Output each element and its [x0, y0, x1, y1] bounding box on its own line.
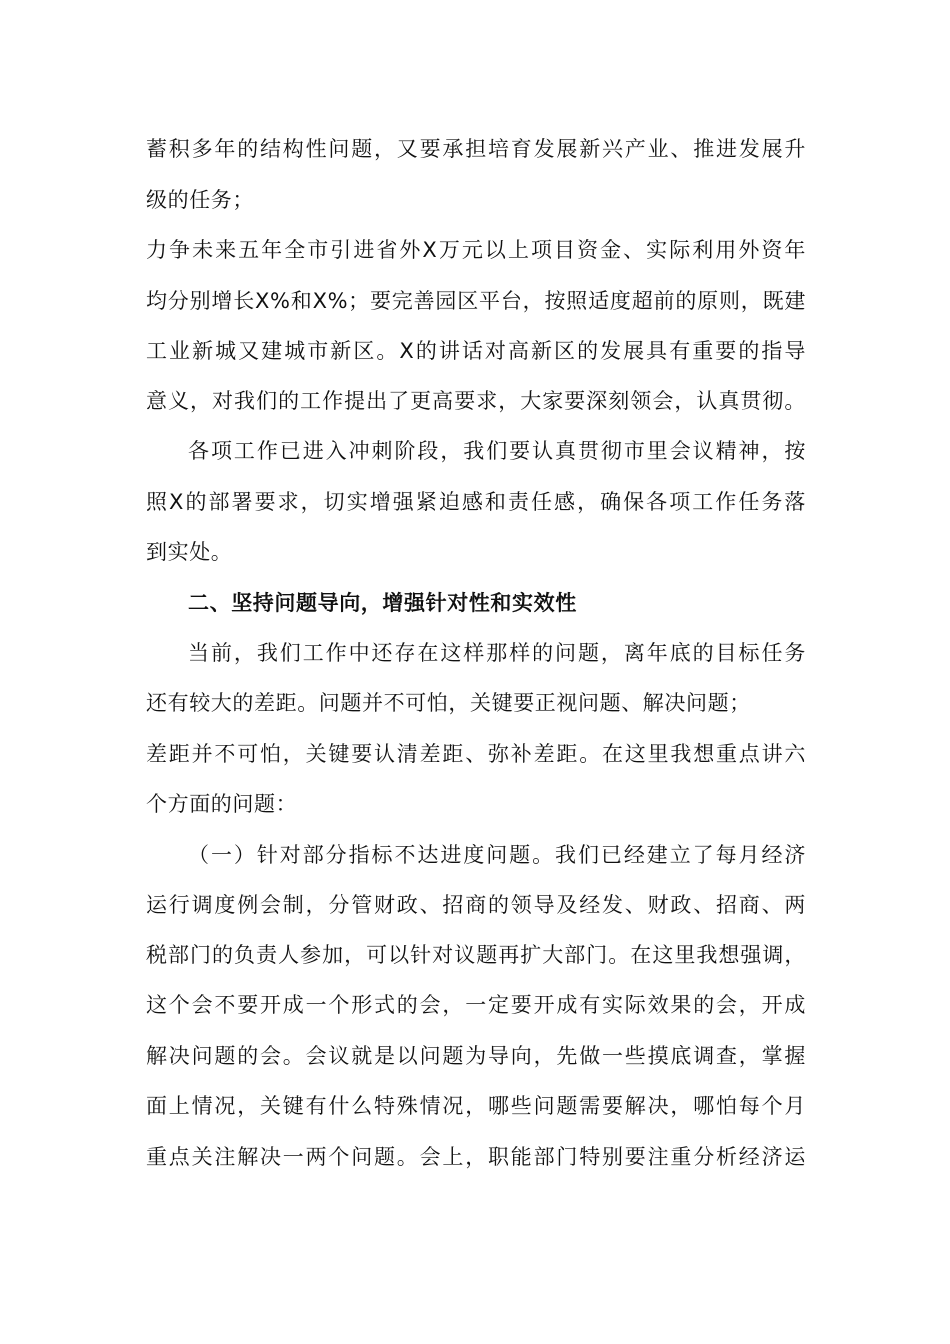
body-text-line: 力争未来五年全市引进省外X万元以上项目资金、实际利用外资年 — [146, 238, 806, 262]
body-text-line: 蓄积多年的结构性问题，又要承担培育发展新兴产业、推进发展升 — [146, 137, 806, 161]
body-text-line: 运行调度例会制，分管财政、招商的领导及经发、财政、招商、两 — [146, 893, 806, 917]
body-text-line: 税部门的负责人参加，可以针对议题再扩大部门。在这里我想强调， — [146, 943, 806, 967]
section-heading: 二、坚持问题导向，增强针对性和实效性 — [188, 591, 577, 615]
body-text-line: 还有较大的差距。问题并不可怕，关键要正视问题、解决问题； — [146, 691, 751, 715]
body-text-line: 各项工作已进入冲刺阶段，我们要认真贯彻市里会议精神，按 — [188, 439, 806, 463]
body-text-line: 照X的部署要求，切实增强紧迫感和责任感，确保各项工作任务落 — [146, 490, 806, 514]
body-text-line: 当前，我们工作中还存在这样那样的问题，离年底的目标任务 — [188, 641, 806, 665]
body-text-line: 级的任务； — [146, 188, 254, 212]
body-text-line: 差距并不可怕，关键要认清差距、弥补差距。在这里我想重点讲六 — [146, 742, 806, 766]
body-text-line: （一）针对部分指标不达进度问题。我们已经建立了每月经济 — [188, 843, 806, 867]
body-text-line: 解决问题的会。会议就是以问题为导向，先做一些摸底调查，掌握 — [146, 1044, 806, 1068]
body-text-line: 意义，对我们的工作提出了更高要求，大家要深刻领会，认真贯彻。 — [146, 389, 806, 413]
body-text-line: 重点关注解决一两个问题。会上，职能部门特别要注重分析经济运 — [146, 1145, 806, 1169]
body-text-line: 均分别增长X%和X%；要完善园区平台，按照适度超前的原则，既建 — [146, 289, 806, 313]
body-text-line: 面上情况，关键有什么特殊情况，哪些问题需要解决，哪怕每个月 — [146, 1094, 806, 1118]
body-text-line: 个方面的问题： — [146, 792, 298, 816]
body-text-line: 这个会不要开成一个形式的会，一定要开成有实际效果的会，开成 — [146, 993, 806, 1017]
body-text-line: 到实处。 — [146, 540, 233, 564]
body-text-line: 工业新城又建城市新区。X的讲话对高新区的发展具有重要的指导 — [146, 339, 806, 363]
